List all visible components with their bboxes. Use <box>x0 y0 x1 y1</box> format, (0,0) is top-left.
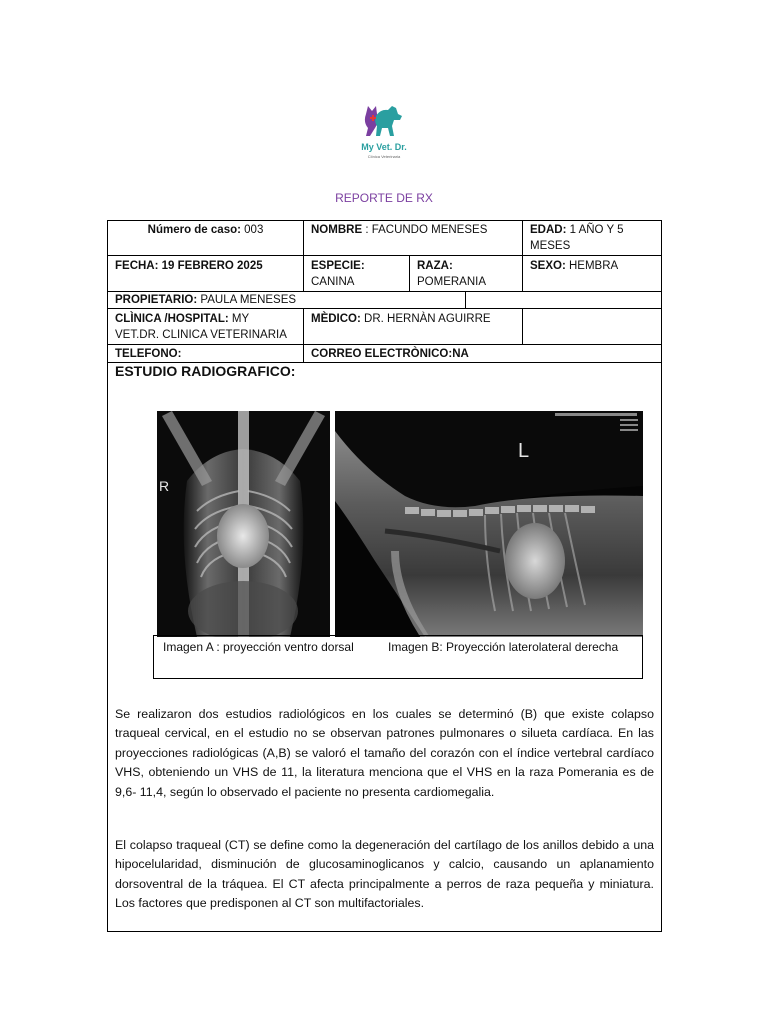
age-cell <box>523 220 661 256</box>
owner-cell <box>108 290 465 310</box>
case-number-cell <box>108 220 303 240</box>
doctor-value: DR. HERNÀN AGUIRRE <box>360 313 491 325</box>
logo-tagline: Clínica Veterinaria <box>367 154 401 159</box>
doctor-cell <box>304 309 522 329</box>
doctor-label: MÈDICO: <box>311 313 361 325</box>
caption-image-b: Imagen B: Proyección laterolateral derecha <box>388 640 619 654</box>
section-title: ESTUDIO RADIOGRAFICO: <box>115 363 296 379</box>
case-label: Número de caso: <box>147 224 241 236</box>
date-label: FECHA: 19 FEBRERO 2025 <box>115 260 263 272</box>
report-title: REPORTE DE RX <box>335 191 433 205</box>
breed-cell <box>410 256 522 292</box>
logo-brand-text: My Vet. Dr. <box>361 142 407 152</box>
caption-image-a: Imagen A : proyección ventro dorsal <box>163 640 354 654</box>
name-cell <box>304 220 522 240</box>
case-value: 003 <box>240 224 264 236</box>
species-label: ESPECIE: <box>311 260 365 272</box>
owner-label: PROPIETARIO: <box>115 294 198 306</box>
breed-value: POMERANIA <box>417 276 487 288</box>
sex-label: SEXO: <box>530 260 566 272</box>
clinic-logo <box>342 92 426 170</box>
xray-image-b <box>335 411 643 637</box>
email-cell <box>304 344 661 364</box>
owner-value: PAULA MENESES <box>197 294 297 306</box>
marker-r: R <box>159 478 170 494</box>
date-cell <box>108 256 303 276</box>
clinic-value: MY VET.DR. CLINICA VETERINARIA <box>115 313 287 341</box>
phone-label: TELEFONO: <box>115 348 182 360</box>
pet-silhouette-icon <box>342 92 426 142</box>
clinic-cell <box>108 309 303 345</box>
email-label: CORREO ELECTRÒNICO:NA <box>311 348 469 360</box>
clinic-label: CLÌNICA /HOSPITAL: <box>115 313 229 325</box>
sex-cell <box>523 256 661 276</box>
breed-label: RAZA: <box>417 260 453 272</box>
paragraph-findings: Se realizaron dos estudios radiológicos en los cuales se determinó (B) que existe colapso traqueal cervical, en el estudio no se observan patrones pulmonares o silueta cardíaca. En las proyecciones radiológicas (A,B) se valoró el tamaño del corazón con el índice vertebral cardíaco VHS, obteniendo un VHS de 11, la literatura menciona que el VHS en la raza Pomerania es de 9,6- 11,4, según lo observado el paciente no presenta cardiomegalia. <box>115 707 654 799</box>
xray-image-a <box>157 411 330 637</box>
marker-l: L <box>518 440 530 462</box>
name-value: : FACUNDO MENESES <box>362 224 488 236</box>
phone-cell <box>108 344 303 364</box>
species-value: CANINA <box>311 276 355 288</box>
species-cell <box>304 256 409 292</box>
sex-value: HEMBRA <box>565 260 619 272</box>
name-label: NOMBRE <box>311 224 363 236</box>
age-label: EDAD: <box>530 224 567 236</box>
age-value: 1 AÑO Y 5 MESES <box>530 224 624 252</box>
paragraph-tracheal-collapse: El colapso traqueal (CT) se define como la degeneración del cartílago de los anillos debido a una hipocelularidad, disminución de glucosaminoglicanos y calcio, causando un aplanamiento dorsoventral de la tráquea. El CT afecta principalmente a perros de raza pequeña y miniatura. Los factores que predisponen al CT son multifactoriales. <box>115 838 654 911</box>
